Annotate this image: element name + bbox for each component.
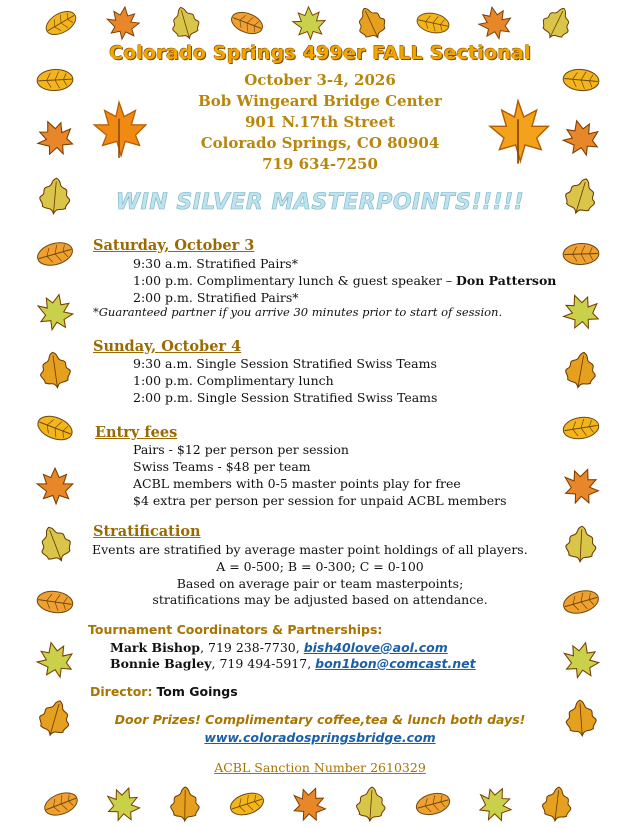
director-name: Tom Goings <box>156 684 238 699</box>
coordinator-email-link[interactable]: bon1bon@comcast.net <box>315 656 476 671</box>
website-link[interactable]: www.coloradospringsbridge.com <box>204 730 436 745</box>
sunday-item: 9:30 a.m. Single Session Stratified Swiss Teams <box>133 356 437 371</box>
fee-item: ACBL members with 0-5 master points play for free <box>133 476 461 491</box>
coordinator-row: Bonnie Bagley, 719 494-5917, bon1bon@comcast.net <box>110 656 476 671</box>
saturday-item: 2:00 p.m. Stratified Pairs* <box>133 290 299 305</box>
sunday-item: 1:00 p.m. Complimentary lunch <box>133 373 334 388</box>
stratification-line: Based on average pair or team masterpoints; <box>176 576 464 591</box>
event-street: 901 N.17th Street <box>244 113 396 131</box>
event-city: Colorado Springs, CO 80904 <box>200 134 440 152</box>
masterpoints-banner: WIN SILVER MASTERPOINTS!!!!! <box>115 190 525 215</box>
director-row <box>90 684 238 699</box>
fee-item: $4 extra per person per session for unpaid ACBL members <box>133 493 507 508</box>
partner-note: *Guaranteed partner if you arrive 30 minutes prior to start of session. <box>93 305 503 319</box>
coordinators-heading: Tournament Coordinators & Partnerships: <box>88 622 383 637</box>
stratification-heading: Stratification <box>93 523 201 540</box>
page-title: Colorado Springs 499er FALL Sectional <box>109 42 531 64</box>
director-label: Director: <box>90 684 153 699</box>
saturday-item: 1:00 p.m. Complimentary lunch & guest speaker – Don Patterson <box>133 273 557 288</box>
sunday-item: 2:00 p.m. Single Session Stratified Swiss Teams <box>133 390 438 405</box>
coordinator-email-link[interactable]: bish40love@aol.com <box>303 640 448 655</box>
guest-speaker: Don Patterson <box>456 273 557 288</box>
entry-fees-heading: Entry fees <box>95 424 178 441</box>
fee-item: Swiss Teams - $48 per team <box>133 459 311 474</box>
stratification-line: Events are stratified by average master point holdings of all players. <box>92 542 528 557</box>
maple-leaf-icon <box>88 98 150 160</box>
stratification-line: A = 0-500; B = 0-300; C = 0-100 <box>216 559 424 574</box>
stratification-line: stratifications may be adjusted based on attendance. <box>152 592 488 607</box>
maple-leaf-icon <box>482 96 554 166</box>
event-venue: Bob Wingeard Bridge Center <box>198 92 442 110</box>
coordinator-row: Mark Bishop, 719 238-7730, bish40love@aol.com <box>110 640 448 655</box>
event-phone: 719 634-7250 <box>262 155 378 173</box>
coordinator-name: Bonnie Bagley <box>110 656 212 671</box>
sanction-number: ACBL Sanction Number 2610329 <box>214 760 426 775</box>
sunday-heading: Sunday, October 4 <box>93 338 242 355</box>
coordinator-name: Mark Bishop <box>110 640 201 655</box>
event-dates: October 3-4, 2026 <box>244 71 396 89</box>
saturday-item: 9:30 a.m. Stratified Pairs* <box>133 256 298 271</box>
saturday-heading: Saturday, October 3 <box>93 237 255 254</box>
door-prizes: Door Prizes! Complimentary coffee,tea & lunch both days! <box>114 712 526 727</box>
fee-item: Pairs - $12 per person per session <box>133 442 349 457</box>
